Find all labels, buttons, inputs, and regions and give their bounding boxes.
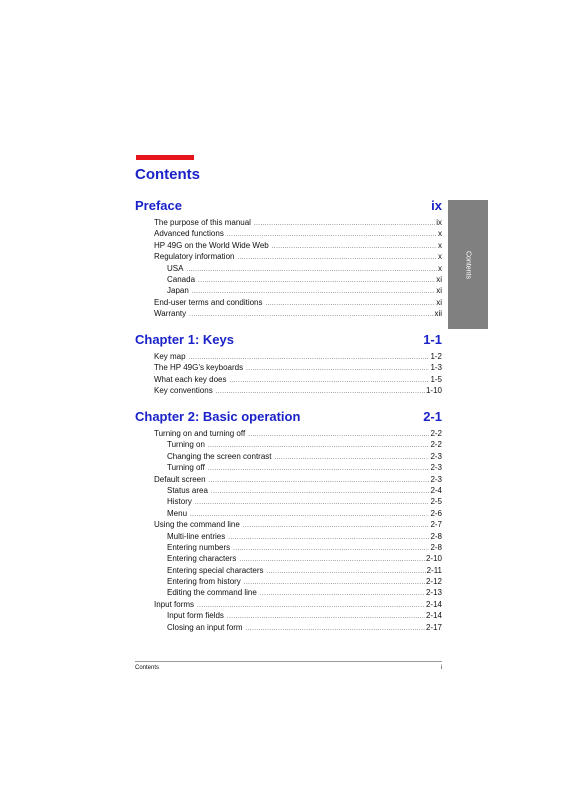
- toc-entry-page: 2-11: [426, 565, 442, 575]
- toc-entries: [135, 217, 442, 320]
- toc-entry-page: 2-10: [425, 554, 442, 564]
- toc-entry[interactable]: [135, 610, 442, 621]
- toc-entry[interactable]: [135, 263, 442, 274]
- toc-entry-page: ix: [436, 218, 442, 227]
- toc-entry-title: Closing an input form: [167, 622, 243, 632]
- section-page: 2-1: [423, 409, 442, 424]
- toc-entries: [135, 351, 442, 397]
- toc-entry[interactable]: [135, 228, 442, 239]
- toc-entry-page: 2-14: [425, 599, 442, 609]
- toc-entry-title: Menu: [167, 508, 188, 518]
- toc-entry-page: 2-3: [430, 474, 442, 484]
- dot-leader: [186, 265, 437, 276]
- side-tab-label: Contents: [464, 250, 472, 279]
- toc-entry[interactable]: [135, 553, 442, 564]
- toc-entry[interactable]: [135, 531, 442, 542]
- dot-leader: [243, 521, 430, 532]
- toc-entry-page: x: [438, 252, 442, 262]
- side-tab: [448, 200, 488, 329]
- toc-entry-page: 2-2: [430, 429, 442, 438]
- dot-leader: [246, 364, 429, 375]
- toc-entry[interactable]: [135, 451, 442, 462]
- toc-entry[interactable]: [135, 462, 442, 473]
- dot-leader: [197, 601, 425, 612]
- dot-leader: [272, 242, 437, 253]
- section-title: Chapter 1: Keys: [135, 332, 234, 347]
- toc-entry-page: 2-4: [430, 485, 442, 495]
- toc-entry-title: Entering from history: [167, 577, 241, 587]
- toc-section-chapter-1: [135, 330, 442, 397]
- accent-bar: [136, 155, 194, 160]
- toc-entry-title: Entering characters: [167, 554, 237, 564]
- toc-entry[interactable]: [135, 439, 442, 450]
- toc-entries: [135, 428, 442, 633]
- toc-entry-title: Key map: [154, 352, 186, 361]
- toc-entry-title: Editing the command line: [167, 588, 257, 598]
- toc-entry-title: HP 49G on the World Wide Web: [154, 240, 269, 250]
- toc-entry-page: 1-3: [430, 363, 442, 373]
- toc-entry-title: Default screen: [154, 474, 206, 484]
- toc-entry[interactable]: [135, 285, 442, 296]
- toc-entry-title: The HP 49G’s keyboards: [154, 363, 244, 373]
- page-title: Contents: [135, 166, 200, 183]
- toc-entry-page: xi: [436, 274, 442, 284]
- section-heading[interactable]: [135, 196, 442, 215]
- toc-entry-title: History: [167, 497, 192, 507]
- toc-entry-page: 1-2: [430, 352, 442, 361]
- dot-leader: [208, 464, 430, 475]
- toc-entry-title: Regulatory information: [154, 252, 235, 262]
- toc-entry-page: 2-14: [425, 611, 442, 621]
- toc-entry-page: 2-2: [430, 440, 442, 450]
- toc-entry[interactable]: [135, 362, 442, 373]
- toc-entry-page: 2-13: [425, 588, 442, 598]
- section-title: Preface: [135, 198, 182, 213]
- toc-section-chapter-2: [135, 407, 442, 633]
- toc-entry-page: x: [438, 240, 442, 250]
- dot-leader: [266, 299, 436, 310]
- dot-leader: [237, 253, 437, 264]
- toc-entry[interactable]: [135, 542, 442, 553]
- toc-entry[interactable]: [135, 374, 442, 385]
- toc-entry-page: 2-8: [430, 531, 442, 541]
- toc-entry-page: 2-17: [425, 622, 442, 632]
- toc-entry-page: 2-7: [430, 520, 442, 530]
- toc-entry-page: xii: [434, 309, 442, 319]
- toc-entry[interactable]: [135, 508, 442, 519]
- toc-entry-page: 1-5: [430, 374, 442, 384]
- toc-entry[interactable]: [135, 496, 442, 507]
- toc-entry[interactable]: [135, 428, 442, 439]
- dot-leader: [229, 376, 429, 387]
- dot-leader: [198, 276, 435, 287]
- toc-entry[interactable]: [135, 485, 442, 496]
- dot-leader: [254, 219, 435, 230]
- dot-leader: [211, 487, 430, 498]
- toc-entry[interactable]: [135, 308, 442, 319]
- dot-leader: [189, 310, 433, 321]
- toc-entry-page: 2-3: [430, 463, 442, 473]
- footer-section-name: Contents: [135, 665, 160, 671]
- toc-entry-title: Japan: [167, 286, 189, 296]
- toc-entry-title: Turning off: [167, 463, 205, 473]
- toc-entry-page: x: [438, 229, 442, 239]
- toc-entry[interactable]: [135, 474, 442, 485]
- dot-leader: [233, 544, 429, 555]
- toc-entry-title: Advanced functions: [154, 229, 224, 239]
- toc-entry-title: Entering numbers: [167, 542, 231, 552]
- dot-leader: [195, 498, 430, 509]
- toc-entry-page: 2-3: [430, 451, 442, 461]
- toc-entry-page: 2-5: [430, 497, 442, 507]
- toc-entry-title: Input forms: [154, 599, 195, 609]
- toc-entry[interactable]: [135, 565, 442, 576]
- dot-leader: [227, 612, 425, 623]
- toc-entry-page: xi: [436, 297, 442, 307]
- page-footer: [135, 661, 442, 671]
- section-page: ix: [431, 198, 442, 213]
- dot-leader: [248, 430, 429, 441]
- section-heading[interactable]: [135, 330, 442, 349]
- toc-entry[interactable]: [135, 251, 442, 262]
- toc-entry-title: The purpose of this manual: [154, 218, 251, 227]
- toc-entry-title: Entering special characters: [167, 565, 264, 575]
- toc-entry[interactable]: [135, 519, 442, 530]
- toc-entry-title: Using the command line: [154, 520, 240, 530]
- toc-entry-title: What each key does: [154, 374, 227, 384]
- footer-page-number: i: [440, 665, 442, 671]
- toc-entry-title: Warranty: [154, 309, 187, 319]
- toc-entry-title: End-user terms and conditions: [154, 297, 263, 307]
- dot-leader: [209, 476, 430, 487]
- toc-entry[interactable]: [135, 385, 442, 396]
- dot-leader: [260, 589, 425, 600]
- dot-leader: [239, 555, 425, 566]
- toc-entry-title: Key conventions: [154, 386, 213, 396]
- dot-leader: [216, 387, 425, 398]
- toc-entry-page: 2-6: [430, 508, 442, 518]
- toc-entry-page: 2-12: [425, 577, 442, 587]
- toc-entry[interactable]: [135, 274, 442, 285]
- toc-entry[interactable]: [135, 576, 442, 587]
- toc-entry-title: Canada: [167, 274, 196, 284]
- toc-entry-title: Input form fields: [167, 611, 224, 621]
- toc-entry-title: Multi-line entries: [167, 531, 226, 541]
- toc-entry-title: Status area: [167, 485, 208, 495]
- dot-leader: [246, 624, 425, 635]
- toc-section-preface: [135, 196, 442, 320]
- section-page: 1-1: [423, 332, 442, 347]
- dot-leader: [267, 567, 426, 578]
- section-title: Chapter 2: Basic operation: [135, 409, 301, 424]
- toc-entry-page: 1-10: [425, 386, 442, 396]
- toc-entry[interactable]: [135, 599, 442, 610]
- toc-entry[interactable]: [135, 351, 442, 362]
- toc-entry-title: Turning on: [167, 440, 205, 450]
- toc-entry[interactable]: [135, 587, 442, 598]
- toc-entry-title: Turning on and turning off: [154, 429, 246, 438]
- dot-leader: [275, 453, 430, 464]
- toc-entry-title: USA: [167, 263, 184, 273]
- dot-leader: [228, 533, 429, 544]
- section-heading[interactable]: [135, 407, 442, 426]
- toc-entry[interactable]: [135, 240, 442, 251]
- toc-entry[interactable]: [135, 297, 442, 308]
- toc-entry-page: xi: [436, 286, 442, 296]
- toc-entry-title: Changing the screen contrast: [167, 451, 272, 461]
- dot-leader: [244, 578, 425, 589]
- toc-entry-page: x: [438, 263, 442, 273]
- toc-entry[interactable]: [135, 217, 442, 228]
- toc-entry[interactable]: [135, 622, 442, 633]
- toc-entry-page: 2-8: [430, 542, 442, 552]
